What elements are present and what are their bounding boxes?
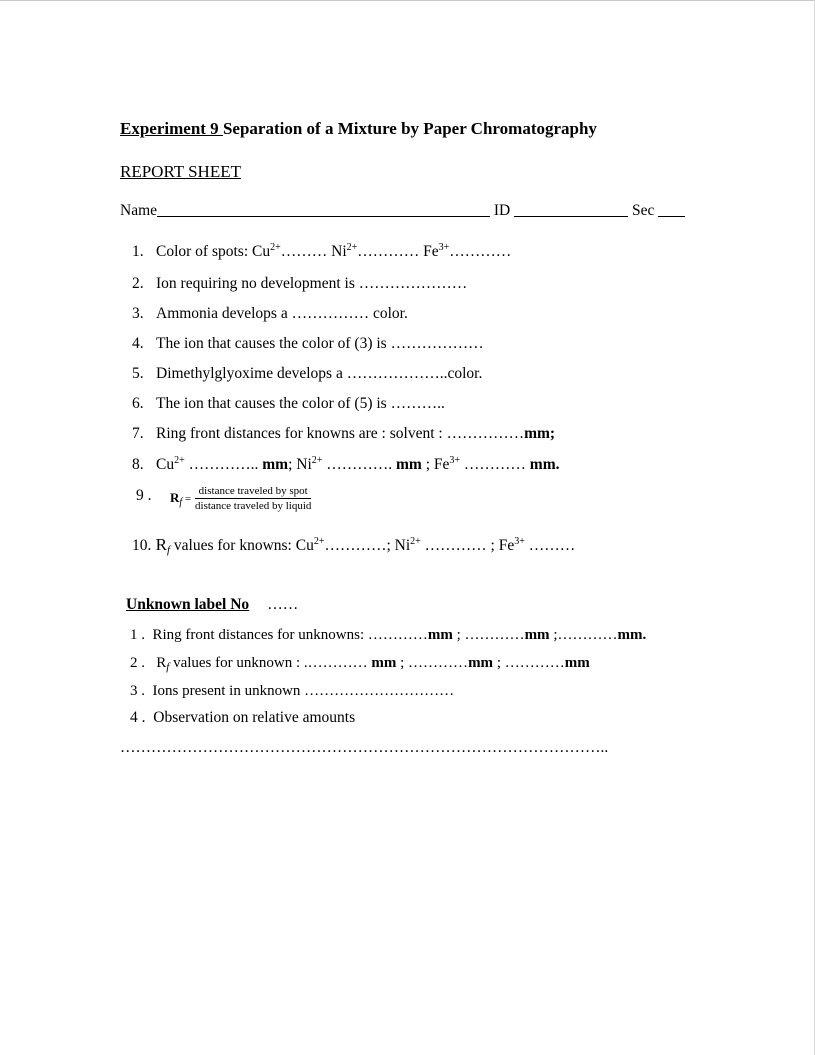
question-number: 6. xyxy=(132,395,144,412)
question-number: 2. xyxy=(132,275,144,292)
header-fields-row xyxy=(120,202,685,220)
question-3: 3. Ammonia develops a …………… color. xyxy=(132,305,408,322)
name-label: Name xyxy=(120,202,158,219)
observation-blank: ………………………………………………………………………………….. xyxy=(120,739,609,756)
unknown-label: Unknown label No xyxy=(126,596,250,613)
rf-numerator: distance traveled by spot xyxy=(195,485,311,499)
rf-denominator: distance traveled by liquid xyxy=(195,500,312,512)
question-10: 10. Rf values for knowns: $Cu^{2+}\dots\dots\dots\dots$; $Ni^{2+}$ ………… ; $Fe^{3+}$ ……… xyxy=(132,535,576,556)
id-blank[interactable] xyxy=(514,202,628,217)
question-7: 7. Ring front distances for knowns are : solvent : ……………mm; xyxy=(132,425,556,442)
unknown-item-2: 2 . $R_f$ values for unknown : .………… mm ; …………mm ; …………mm xyxy=(130,655,590,673)
question-1: 1. Color of spots: $Cu^{2+}\dots\dots\dots$ $Ni^{2+}\dots\dots\dots\dots$ $Fe^{3+}\dots\dots\dots\dots$ xyxy=(132,242,512,260)
question-number: 3 . xyxy=(130,683,145,699)
rf-formula: Rf = $\frac{\text{distance traveled by spot}}{\text{distance traveled by liquid}}$ xyxy=(170,485,312,512)
page-title xyxy=(120,119,597,139)
question-number: 9 . xyxy=(136,487,152,504)
question-number: 8. xyxy=(132,456,144,473)
question-number: 3. xyxy=(132,305,144,322)
question-number: 4 . xyxy=(130,709,146,726)
sec-blank[interactable] xyxy=(658,202,685,217)
question-4: 4. The ion that causes the color of (3) is ……………… xyxy=(132,335,484,352)
question-number: 1 . xyxy=(130,627,145,643)
question-number: 5. xyxy=(132,365,144,382)
id-label: ID xyxy=(493,202,511,219)
unknown-label-blank: …… xyxy=(267,596,299,613)
question-9 xyxy=(136,487,152,505)
name-blank[interactable] xyxy=(157,202,490,217)
unknown-label-row xyxy=(126,596,298,614)
question-6: 6. The ion that causes the color of (5) is ……….. xyxy=(132,395,445,412)
experiment-subject: Separation of a Mixture by Paper Chromatography xyxy=(222,119,597,138)
rf-fraction xyxy=(195,485,311,512)
report-sheet-heading: REPORT SHEET xyxy=(120,162,241,181)
question-number: 4. xyxy=(132,335,144,352)
question-8: 8. $Cu^{2+}$ ………….. mm; $Ni^{2+}$ …………. mm ; $Fe^{3+}$ ………… mm. xyxy=(132,455,560,473)
sec-label: Sec xyxy=(632,202,655,219)
question-number: 10. xyxy=(132,537,152,554)
page-top-border xyxy=(0,0,815,1)
unknown-item-4: 4 . Observation on relative amounts xyxy=(130,709,356,726)
unknown-item-3: 3 . Ions present in unknown ………………………… xyxy=(130,683,455,699)
unknown-item-1: 1 . Ring front distances for unknowns: …………mm ; …………mm ;…………mm. xyxy=(130,627,647,643)
experiment-number: Experiment 9 xyxy=(120,119,223,138)
question-number: 1. xyxy=(132,243,144,260)
question-2: 2. Ion requiring no development is ………………… xyxy=(132,275,468,292)
question-number: 7. xyxy=(132,425,144,442)
question-5: 5. Dimethylglyoxime develops a ………………..color. xyxy=(132,365,483,382)
question-number: 2 . xyxy=(130,655,145,671)
